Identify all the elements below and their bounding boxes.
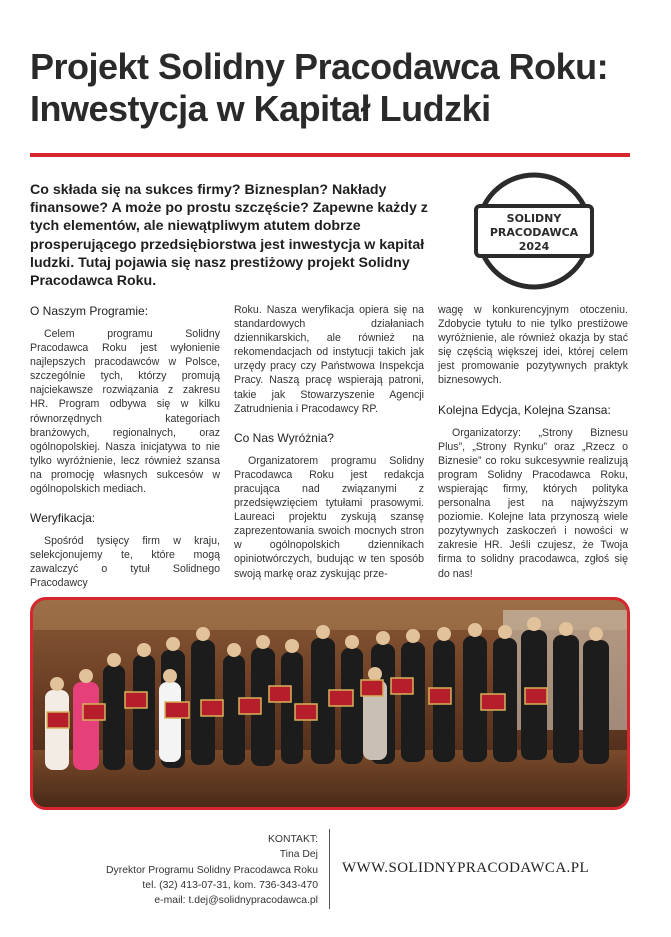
contact-block (60, 832, 318, 908)
next-edition-heading: Kolejna Edycja, Kolejna Szansa: (438, 402, 611, 417)
contact-divider (329, 829, 330, 909)
program-paragraph: Celem programu Solidny Pracodawca Roku jest wyłonienie najlepszych pracodawców w Polsce, szczególnie tych, którzy promują najciekawsze rozwiązania z zakresu HR. Program odbywa się w kilku równorzędnych kategoriach branżowych, regionalnych, oraz ogólnopolskiej. Nasza inicjatywa to nie tylko wyróżnienie, lecz również szansa na promocję własnych sukcesów w ogólnopolskich mediach. (30, 328, 220, 496)
column-2 (234, 303, 424, 595)
verification-paragraph: Spośród tysięcy firm w kraju, selekcjonujemy te, które mogą zawalczyć o tytuł Solidnego Pracodawcy (30, 535, 220, 590)
article-title: Projekt Solidny Pracodawca Roku: Inwestycja w Kapitał Ludzki (30, 46, 609, 129)
verification-paragraph-continued: Roku. Nasza weryfikacja opiera się na standardowych działaniach dziennikarskich, ale również na rekomendacjach od instytucji takich jak urzędy pracy czy Państwowa Inspekcja Pracy. Naszą pracę wspierają patroni, takie jak Stowarzyszenie Agencji Zatrudnienia i Pracodawcy RP. (234, 304, 424, 415)
award-group-photo (30, 597, 630, 810)
column-3 (438, 303, 628, 595)
next-edition-paragraph: Organizatorzy: „Strony Biznesu Plus”, „Strony Rynku” oraz „Rzecz o Biznesie” co roku sukcesywnie realizują program Solidny Pracodawca Roku, wspierając firmy, których polityka personalna jest na najwyższym poziomie. Kolejne lata przynoszą wiele pozytywnych zaskoczeń i nowości w zakresie HR. Jeśli czujesz, że Twoja firma to solidny pracodawca, zgłoś się do nas! (438, 426, 628, 580)
distinguish-paragraph: Organizatorem programu Solidny Pracodawca Roku jest redakcja pracująca nad związanymi z przedsięwzięciem tytułami prasowymi. Laureaci projektu zyskują szansę zaprezentowania swoich mocnych stron w ogólnopolskich dziennikach opiniotwórczych, budując w ten sposób swoją markę oraz zyskując prze- (234, 454, 424, 580)
distinguish-paragraph-continued: wagę w konkurencyjnym otoczeniu. Zdobycie tytułu to nie tylko prestiżowe wyróżnienie, ale również okazja by stać się częścią większej idei, której celem jest promowanie pozytywnych praktyk biznesowych. (438, 304, 628, 387)
article-body (30, 303, 632, 590)
badge-line-1: SOLIDNY (506, 212, 562, 225)
contact-email[interactable]: e-mail: t.dej@solidnypracodawca.pl (154, 895, 318, 907)
website-link[interactable]: WWW.SOLIDNYPRACODAWCA.PL (342, 860, 590, 876)
contact-role: Dyrektor Programu Solidny Pracodawca Roku (106, 864, 318, 876)
contact-label: KONTAKT: (267, 834, 318, 845)
badge-logo-icon (474, 171, 594, 291)
verification-heading: Weryfikacja: (30, 511, 96, 526)
distinguish-heading: Co Nas Wyróżnia? (234, 430, 334, 445)
solidny-pracodawca-badge (474, 171, 594, 291)
title-divider (30, 153, 630, 157)
contact-name: Tina Dej (279, 849, 318, 861)
badge-year: 2024 (518, 240, 550, 253)
badge-line-2: PRACODAWCA (489, 226, 579, 239)
article-lead: Co składa się na sukces firmy? Biznesplan? Nakłady finansowe? A może po prostu szczęście? Zapewne każdy z tych elementów, ale niewątpliwym atutem dobrze prosperującego przedsiębiorstwa jest inwestycja w kapitał ludzki. Tutaj pojawia się nasz prestiżowy projekt Solidny Pracodawca Roku. (30, 182, 428, 290)
contact-phone: tel. (32) 413-07-31, kom. 736-343-470 (142, 879, 318, 891)
column-1 (30, 303, 220, 605)
program-heading: O Naszym Programie: (30, 304, 149, 318)
group-photo-image (33, 600, 627, 807)
